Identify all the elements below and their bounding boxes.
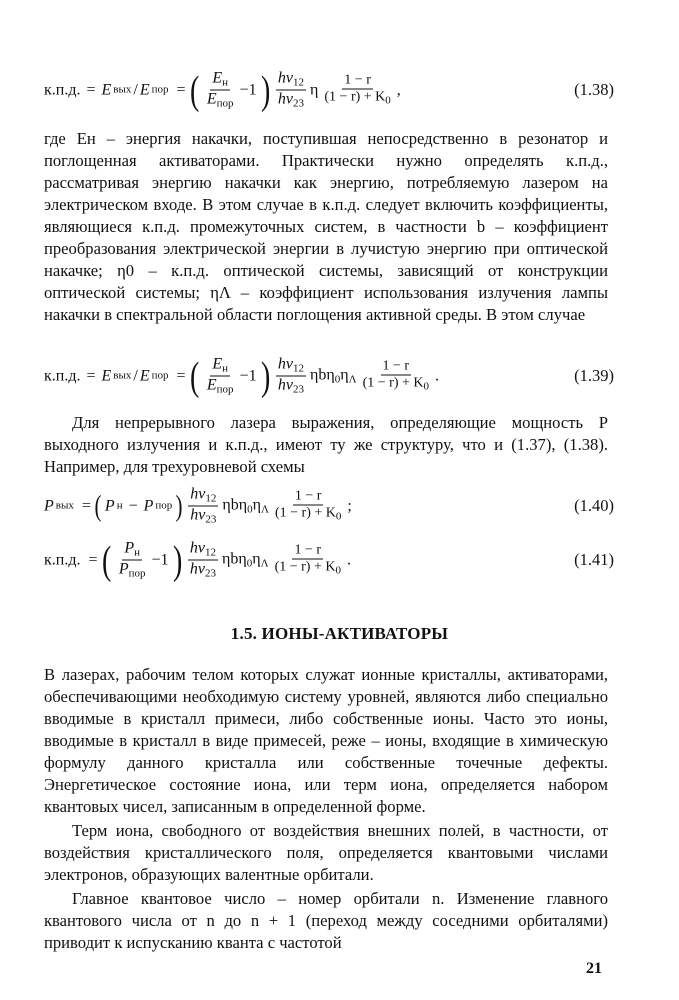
section-body [44,664,608,954]
frequency-ratio-fraction: $\frac{h\nu_{12}}{h\nu_{23}}$ [190,485,217,526]
power-ratio-fraction: $\frac{P_н}{P_{пор}}$ [118,539,146,580]
equation-number: (1.38) [574,79,614,99]
equation-1-39: к.п.д. = E вых / E пор = ( $\frac{E_н}{E_{пор}}$ −1 ) $\frac{h\nu_{12}}{h\nu_{23}}$ $\eta b\eta_0\eta_\Lambda$ $\frac{1 - r}{(1 - r) + K_0}$ . (1.39) [44,353,614,398]
equation-number: (1.40) [574,495,614,515]
equation-1-38: к.п.д. = E вых / E пор = ( $\frac{E_н}{E_{пор}}$ −1 ) $\frac{h\nu_{12}}{h\nu_{23}}$ η $\frac{1 - r}{(1 - r) + K_0}$ , (1.38) [44,67,614,112]
equation-1-41: к.п.д. = ( $\frac{P_н}{P_{пор}}$ −1 ) $\frac{h\nu_{12}}{h\nu_{23}}$ $\eta b\eta_0\eta_\Lambda$ $\frac{1 - r}{(1 - r) + K_0}$ . (1.41) [44,537,614,582]
frequency-ratio-fraction: $\frac{h\nu_{12}}{h\nu_{23}}$ [189,539,216,580]
equation-1-40: P вых = ( P н − P пор ) $\frac{h\nu_{12}}{h\nu_{23}}$ $\eta b\eta_0\eta_\Lambda$ $\frac{1 - r}{(1 - r) + K_0}$ ; (1.40) [44,485,614,526]
energy-ratio-fraction: $\frac{E_н}{E_{пор}}$ [206,355,234,396]
paragraph-activators: В лазерах, рабочим телом которых служат ионные кристаллы, активаторами, обеспечивающими необходимую систему уровней, являются либо специально вводимые в кристалл примеси, либо собственные ионы. Часто это ионы, вводимые в кристалл в виде примесей, реже – ионы, входящие в химическую формулу данного кристалла или собственные точечные дефекты. Энергетическое состояние иона, или терм иона, определяется набором квантовых чисел, записанным в определенной форме. [44,665,608,816]
loss-fraction: $\frac{1 - r}{(1 - r) + K_0}$ [362,358,429,393]
energy-ratio-fraction: $\frac{E_н}{E_{пор}}$ [206,69,234,110]
section-heading: 1.5. ИОНЫ-АКТИВАТОРЫ [230,624,449,643]
paragraph-continuous-laser: Для непрерывного лазера выражения, определяющие мощность P выходного излучения и к.п.д., имеют ту же структуру, что и (1.37), (1.38). Например, для трехуровневой схемы [44,413,608,476]
eq-lhs: к.п.д. [44,81,81,98]
page-number: 21 [586,960,602,977]
paragraph-free-ion-term: Терм иона, свободного от воздействия внешних полей, в частности, от воздействия кристаллического поля, определяется квантовыми числами электронов, образующих валентные орбитали. [44,821,608,884]
paragraph-principal-quantum-number: Главное квантовое число – номер орбитали n. Изменение главного квантового числа от n до n + 1 (переход между соседними орбиталями) приводит к испусканию кванта с частотой [44,889,608,952]
equation-number: (1.39) [574,365,614,385]
frequency-ratio-fraction: $\frac{h\nu_{12}}{h\nu_{23}}$ [277,69,305,110]
paragraph-definitions: где Eн – энергия накачки, поступившая непосредственно в резонатор и поглощенная активаторами. Практически нужно определять к.п.д., рассматривая энергию накачки как энергию, потребляемую лазером на электрическом входе. В этом случае в к.п.д. следует включить коэффициенты, являющиеся к.п.д. промежуточных систем, в частности b – коэффициент преобразования электрической энергии в лучистую энергию при оптической накачке; η0 – к.п.д. оптической системы, зависящий от конструкции оптической системы; ηΛ – коэффициент использования излучения лампы накачки в спектральной области поглощения активной среды. В этом случае [44,129,608,324]
equation-number: (1.41) [574,549,614,569]
frequency-ratio-fraction: $\frac{h\nu_{12}}{h\nu_{23}}$ [277,355,305,396]
loss-fraction: $\frac{1 - r}{(1 - r) + K_0}$ [274,488,342,523]
loss-fraction: $\frac{1 - r}{(1 - r) + K_0}$ [324,72,391,107]
loss-fraction: $\frac{1 - r}{(1 - r) + K_0}$ [274,542,341,577]
